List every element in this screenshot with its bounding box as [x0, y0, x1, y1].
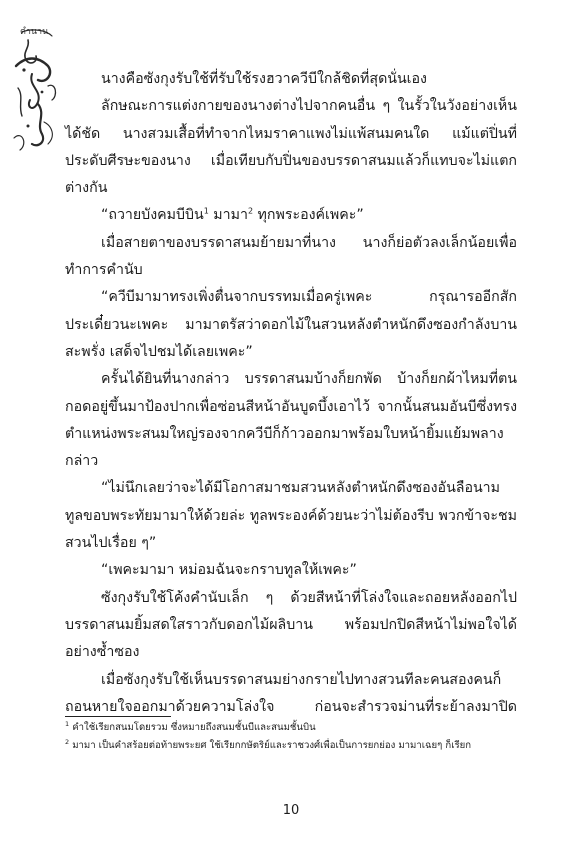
paragraph: เมื่อสายตาของบรรดาสนมย้ายมาที่นาง นางก็ย่อตัวลงเล็กน้อยเพื่อทำการคำนับ — [65, 234, 517, 279]
footnote — [65, 738, 520, 754]
body-text — [65, 66, 517, 721]
footnote-text: คำใช้เรียกสนมโดยรวม ซึ่งหมายถึงสนมชั้นบีและสนมชั้นบิน — [72, 722, 316, 733]
footnote-ref[interactable]: 1 — [203, 206, 209, 216]
footnote-ref[interactable]: 2 — [247, 206, 254, 216]
paragraph: “ไม่นึกเลยว่าจะได้มีโอกาสมาชมสวนหลังตำหนักดึงซองอันลือนามทูลขอบพระทัยมามาให้ด้วยล่ะ ทูลพระองค์ด้วยนะว่าไม่ต้องรีบ พวกข้าจะชมสวนไปเรื่อย ๆ” — [65, 480, 517, 552]
footnotes — [65, 720, 520, 754]
footnote-divider — [65, 716, 171, 717]
calligraphic-ornament-icon — [8, 26, 64, 156]
ornament-caption: ตำนาน — [20, 27, 49, 37]
paragraph-text: ทุกพระองค์เพคะ” — [253, 207, 364, 224]
paragraph — [65, 202, 517, 229]
paragraph: เมื่อซังกุงรับใช้เห็นบรรดาสนมย่างกรายไปทางสวนทีละคนสองคนก็ถอนหายใจออกมาด้วยความโล่งใจ ก่อนจะสำรวจม่านที่ระย้าลงมาปิด — [65, 671, 517, 715]
paragraph: นางคือซังกุงรับใช้ที่รับใช้รงฮวาควีบีใกล้ชิดที่สุดนั่นเอง — [101, 71, 427, 87]
paragraph: “ควีบีมามาทรงเพิ่งตื่นจากบรรทมเมื่อครู่เพคะ กรุณารออีกสักประเดี๋ยวนะเพคะ มามาตรัสว่าดอกไม้ในสวนหลังตำหนักดึงซองกำลังบานสะพรั่ง เสด็จไปชมได้เลยเพคะ” — [65, 289, 517, 360]
paragraph-text: มามา — [208, 207, 248, 224]
footnote — [65, 720, 520, 736]
footnote-number: 1 — [65, 719, 70, 728]
paragraph: ลักษณะการแต่งกายของนางต่างไปจากคนอื่น ๆ ในรั้วในวังอย่างเห็นได้ชัด นางสวมเสื้อที่ทำจากไหมราคาแพงไม่แพ้สนมคนใด แม้แต่ปิ่นที่ประดับศีรษะของนาง เมื่อเทียบกับปิ่นของบรรดาสนมแล้วก็แทบจะไม่แตกต่างกัน — [65, 98, 517, 197]
paragraph: “เพคะมามา หม่อมฉันจะกราบทูลให้เพคะ” — [101, 562, 357, 579]
paragraph-text: “ถวายบังคมบีบิน — [101, 207, 204, 224]
page-number: 10 — [282, 803, 300, 818]
paragraph: ซังกุงรับใช้โค้งคำนับเล็ก ๆ ด้วยสีหน้าที่โล่งใจและถอยหลังออกไป บรรดาสนมยิ้มสดใสราวกับดอกไม้ผลิบาน พร้อมปกปิดสีหน้าไม่พอใจได้อย่างซ้ำซอง — [65, 589, 517, 661]
paragraph: ครั้นได้ยินที่นางกล่าว บรรดาสนมบ้างก็ยกพัด บ้างก็ยกผ้าไหมที่ตนกอดอยู่ขึ้นมาป้องปากเพื่อซ่อนสีหน้าอันบูดบึ้งเอาไว้ จากนั้นสนมอันบีซึ่งทรงตำแหน่งพระสนมใหญ่รองจากควีบีก็ก้าวออกมาพร้อมใบหน้ายิ้มแย้มพลางกล่าว — [65, 371, 517, 470]
footnote-number: 2 — [65, 737, 70, 746]
footnote-text: มามา เป็นคำสร้อยต่อท้ายพระยศ ใช้เรียกกษัตริย์และราชวงศ์เพื่อเป็นการยกย่อง มามาเฉยๆ ก็เรียก — [72, 740, 472, 751]
